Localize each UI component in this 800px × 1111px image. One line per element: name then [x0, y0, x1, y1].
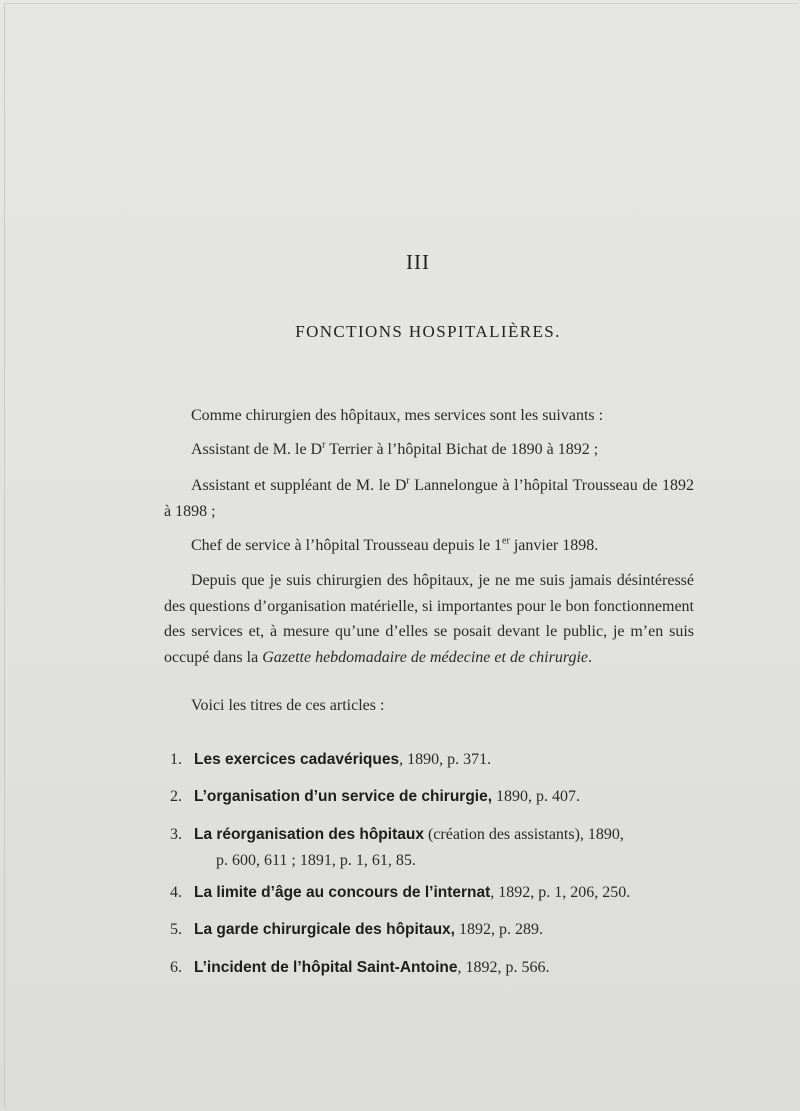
paragraph-text: Chef de service à l’hôpital Trousseau depuis le 1: [191, 537, 503, 554]
paragraph-text: Lannelongue à l’hôpital Trousseau de 1892 à 1898 ;: [164, 477, 694, 520]
paragraph-intro-text: Comme chirurgien des hôpitaux, mes services sont les suivants :: [191, 407, 604, 424]
article-title: L’organisation d’un service de chirurgie,: [194, 788, 493, 805]
paragraph-assistant-bichat: [164, 437, 694, 463]
article-title: Les exercices cadavériques: [194, 751, 400, 768]
superscript: r: [406, 475, 410, 487]
list-item: [170, 917, 694, 943]
paragraph-chef-de-service: [164, 533, 694, 559]
article-reference: , 1892, p. 1, 206, 250.: [490, 884, 631, 901]
list-item: [170, 880, 694, 906]
section-title: FONCTIONS HOSPITALIÈRES.: [295, 322, 561, 341]
list-item: [170, 747, 694, 773]
article-reference-continued: p. 600, 611 ; 1891, p. 1, 61, 85.: [216, 852, 416, 869]
superscript: r: [322, 439, 326, 451]
article-reference: , 1892, p. 566.: [457, 959, 550, 976]
paragraph-articles-intro: [164, 693, 694, 719]
list-item: [170, 955, 694, 981]
list-number: 5.: [170, 921, 182, 938]
article-reference: , 1890, p. 371.: [399, 751, 492, 768]
superscript: er: [502, 535, 510, 547]
list-number: 4.: [170, 884, 182, 901]
paragraph-text: janvier 1898.: [509, 537, 599, 554]
paragraph-text: .: [588, 648, 593, 666]
article-title: L’incident de l’hôpital Saint-Antoine: [194, 959, 458, 976]
paragraph-text: Assistant et suppléant de M. le D: [191, 477, 407, 494]
paragraph-intro: [164, 403, 694, 429]
list-number: 6.: [170, 959, 182, 976]
article-title: La limite d’âge au concours de l’internat: [194, 884, 491, 901]
list-item: [170, 784, 694, 810]
list-number: 3.: [170, 826, 182, 843]
journal-title: Gazette hebdomadaire de médecine et de chirurgie: [262, 648, 589, 666]
paragraph-text: Terrier à l’hôpital Bichat de 1890 à 1892 ;: [325, 441, 599, 458]
article-reference: 1890, p. 407.: [492, 788, 581, 805]
paragraph-text: Assistant de M. le D: [191, 441, 323, 458]
list-number: 2.: [170, 788, 182, 805]
paragraph-assistant-trousseau: [164, 473, 694, 524]
article-reference: 1892, p. 289.: [455, 921, 543, 938]
article-title: La réorganisation des hôpitaux: [194, 826, 424, 843]
paragraph-text: Voici les titres de ces articles :: [191, 697, 385, 714]
list-item: [170, 822, 694, 874]
article-reference: (création des assistants), 1890,: [423, 826, 624, 843]
list-number: 1.: [170, 751, 182, 768]
paragraph-organisation: [164, 568, 694, 670]
paragraph-text: Depuis que je suis chirurgien des hôpitaux, je ne me suis jamais désintéressé des questions d’organisation matérielle, si importantes pour le bon fonctionnement des services et, à mesure qu’une d’elles se posait devant le public, je m’en suis occupé dans la: [164, 572, 694, 666]
article-title: La garde chirurgicale des hôpitaux,: [194, 921, 455, 938]
section-number: III: [406, 250, 430, 274]
